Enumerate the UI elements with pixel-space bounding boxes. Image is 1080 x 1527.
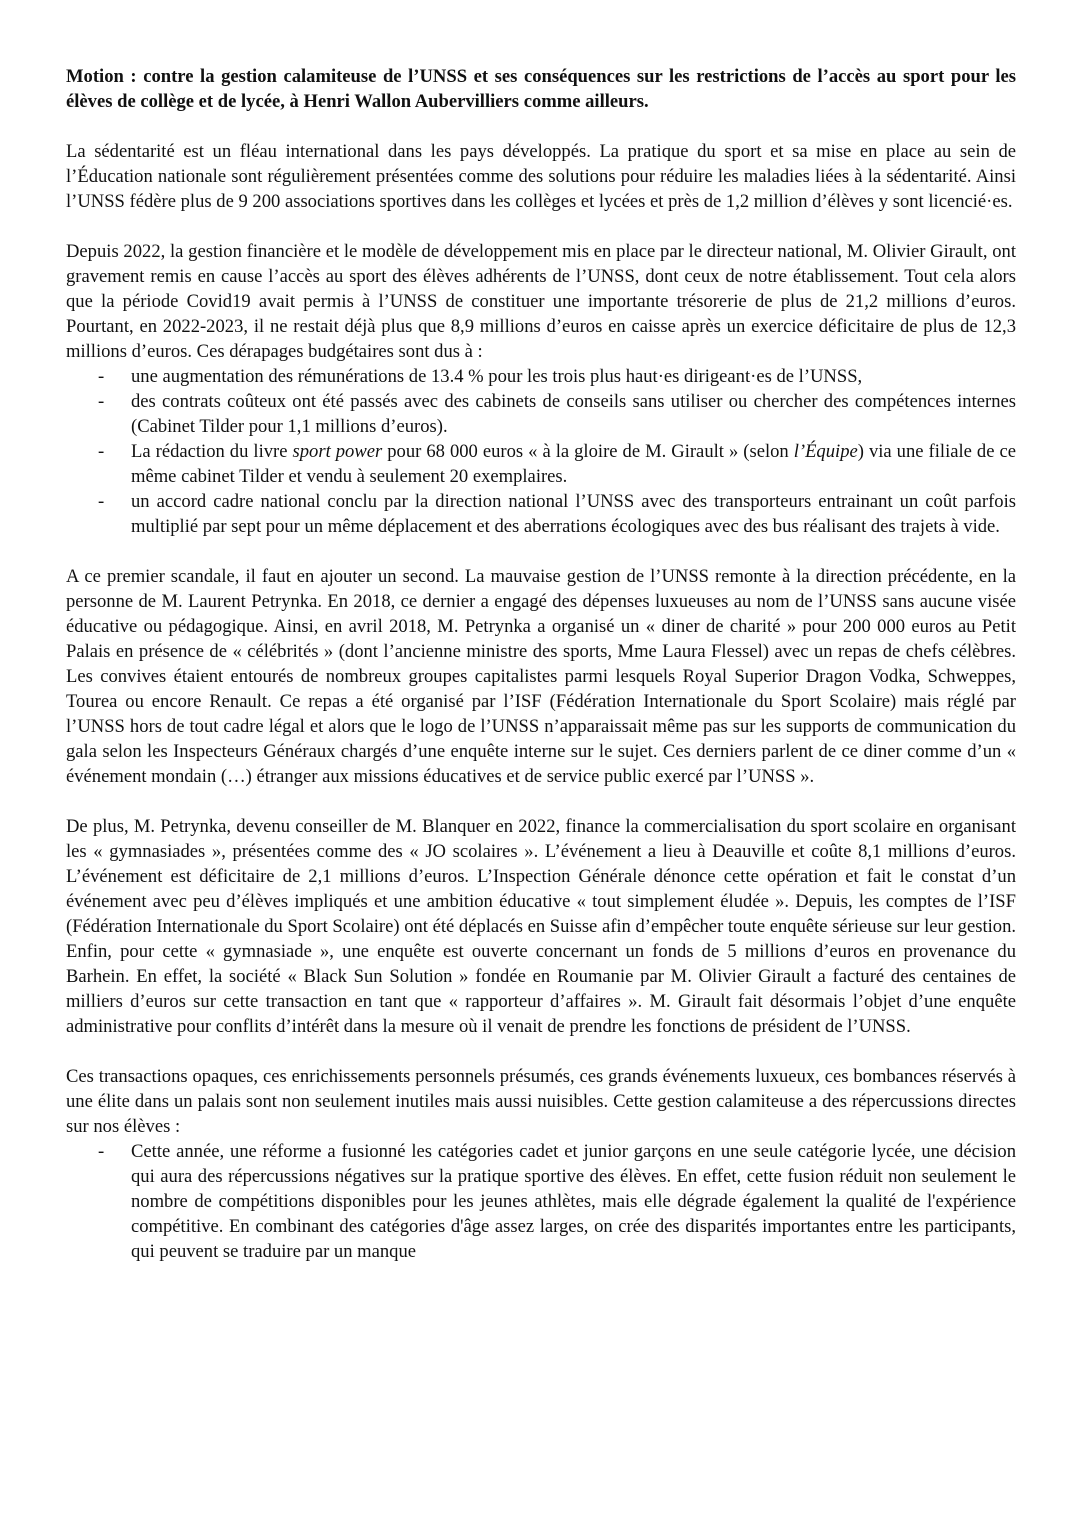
paragraph-gestion-financiere: Depuis 2022, la gestion financière et le modèle de développement mis en place par le directeur national, M. Olivier Girault, ont gravement remis en cause l’accès au sport des élèves adhérents de l’UNSS, dont ceux de notre établissement. Tout cela alors que la période Covid19 avait permis à l’UNSS de constituer une importante trésorerie de plus de 21,2 millions d’euros. Pourtant, en 2022-2023, il ne restait déjà plus que 8,9 millions d’euros en caisse après un exercice déficitaire de plus de 12,3 millions d’euros. Ces dérapages budgétaires sont dus à : bbox=[66, 241, 1016, 362]
list-item-text: un accord cadre national conclu par la direction national l’UNSS avec des transporteurs entrainant un coût parfois multiplié par sept pour un même déplacement et des aberrations écologiques avec des bus réalisant des trajets à vide. bbox=[131, 491, 1016, 537]
list-item-text: Cette année, une réforme a fusionné les catégories cadet et junior garçons en une seule catégorie lycée, une décision qui aura des répercussions négatives sur la pratique sportive des élèves. En effet, cette fusion réduit non seulement le nombre de compétitions disponibles pour les jeunes athlètes, mais elle dégrade également la qualité de l'expérience compétitive. En combinant des catégories d'âge assez larges, on crée des disparités importantes entre les participants, qui peuvent se traduire par un manque bbox=[131, 1141, 1016, 1262]
paragraph-gap bbox=[66, 789, 1016, 814]
list-item-text: La rédaction du livre bbox=[131, 441, 293, 462]
list-dash: - bbox=[98, 366, 105, 387]
list-item bbox=[66, 1139, 1016, 1264]
list-dash: - bbox=[98, 1141, 105, 1162]
list-item bbox=[66, 439, 1016, 489]
list-dash: - bbox=[98, 441, 105, 462]
motion-title: Motion : contre la gestion calamiteuse de l’UNSS et ses conséquences sur les restrictions de l’accès au sport pour les élèves de collège et de lycée, à Henri Wallon Aubervilliers comme ailleurs. bbox=[66, 66, 1016, 112]
list-item-text: une augmentation des rémunérations de 13.4 % pour les trois plus haut·es dirigeant·es de l’UNSS, bbox=[131, 366, 863, 387]
budget-drift-list bbox=[66, 364, 1016, 539]
source-name: l’Équipe bbox=[793, 441, 858, 462]
repercussions-list bbox=[66, 1139, 1016, 1264]
list-item bbox=[66, 489, 1016, 539]
paragraph-gap bbox=[66, 539, 1016, 564]
paragraph-premier-scandale: A ce premier scandale, il faut en ajouter un second. La mauvaise gestion de l’UNSS remonte à la direction précédente, en la personne de M. Laurent Petrynka. En 2018, ce dernier a engagé des dépenses luxueuses au nom de l’UNSS sans aucune visée éducative ou pédagogique. Ainsi, en avril 2018, M. Petrynka a organisé un « diner de charité » pour 200 000 euros au Petit Palais en présence de « célébrités » (dont l’ancienne ministre des sports, Mme Laura Flessel) avec un repas de chefs célèbres. Les convives étaient entourés de nombreux groupes capitalistes parmi lesquels Royal Superior Dragon Vodka, Schweppes, Tourea ou encore Renault. Ce repas a été organisé par l’ISF (Fédération Internationale du Sport Scolaire) mais réglé par l’UNSS hors de tout cadre légal et alors que le logo de l’UNSS n’apparaissait même pas sur les supports de communication du gala selon les Inspecteurs Généraux chargés d’une enquête interne sur le sujet. Ces derniers parlent de ce diner comme d’un « événement mondain (…) étranger aux missions éducatives et de service public exercé par l’UNSS ». bbox=[66, 566, 1016, 787]
paragraph-sedentarite: La sédentarité est un fléau international dans les pays développés. La pratique du sport et sa mise en place au sein de l’Éducation nationale sont régulièrement présentées comme des solutions pour réduire les maladies liées à la sédentarité. Ainsi l’UNSS fédère plus de 9 200 associations sportives dans les collèges et lycées et près de 1,2 million d’élèves y sont licencié·es. bbox=[66, 141, 1016, 212]
list-dash: - bbox=[98, 491, 105, 512]
list-item-text: des contrats coûteux ont été passés avec des cabinets de conseils sans utiliser ou chercher des compétences internes (Cabinet Tilder pour 1,1 millions d’euros). bbox=[131, 391, 1016, 437]
book-title: sport power bbox=[292, 441, 383, 462]
list-item bbox=[66, 364, 1016, 389]
list-item bbox=[66, 389, 1016, 439]
paragraph-gymnasiades: De plus, M. Petrynka, devenu conseiller de M. Blanquer en 2022, finance la commercialisation du sport scolaire en organisant les « gymnasiades », présentées comme des « JO scolaires ». L’événement a lieu à Deauville et coûte 8,1 millions d’euros. L’événement est déficitaire de 2,1 millions d’euros. L’Inspection Générale dénonce cette opération et fait le constat d’un événement avec peu d’élèves impliqués et une ambition éducative « tout simplement éludée ». Depuis, les comptes de l’ISF (Fédération Internationale du Sport Scolaire) ont été déplacés en Suisse afin d’empêcher toute enquête sérieuse sur leur gestion. Enfin, pour cette « gymnasiade », une enquête est ouverte concernant un fonds de 5 millions d’euros en provenance du Barhein. En effet, la société « Black Sun Solution » fondée en Roumanie par M. Olivier Girault a facturé des centaines de milliers d’euros sur cette transaction en tant que « rapporteur d’affaires ». M. Girault fait désormais l’objet d’une enquête administrative pour conflits d’intérêt dans la mesure où il venait de prendre les fonctions de président de l’UNSS. bbox=[66, 816, 1017, 1037]
paragraph-repercussions: Ces transactions opaques, ces enrichissements personnels présumés, ces grands événements luxueux, ces bombances réservés à une élite dans un palais sont non seulement inutiles mais aussi nuisibles. Cette gestion calamiteuse a des répercussions directes sur nos élèves : bbox=[66, 1066, 1016, 1137]
list-item-text: pour 68 000 euros « à la gloire de M. Girault » (selon bbox=[382, 441, 794, 462]
list-dash: - bbox=[98, 391, 105, 412]
paragraph-gap bbox=[66, 214, 1016, 239]
paragraph-gap bbox=[66, 1039, 1016, 1064]
list-item-text: ) via une filiale de ce même cabinet Tilder et vendu à seulement 20 exemplaires. bbox=[131, 441, 1016, 487]
